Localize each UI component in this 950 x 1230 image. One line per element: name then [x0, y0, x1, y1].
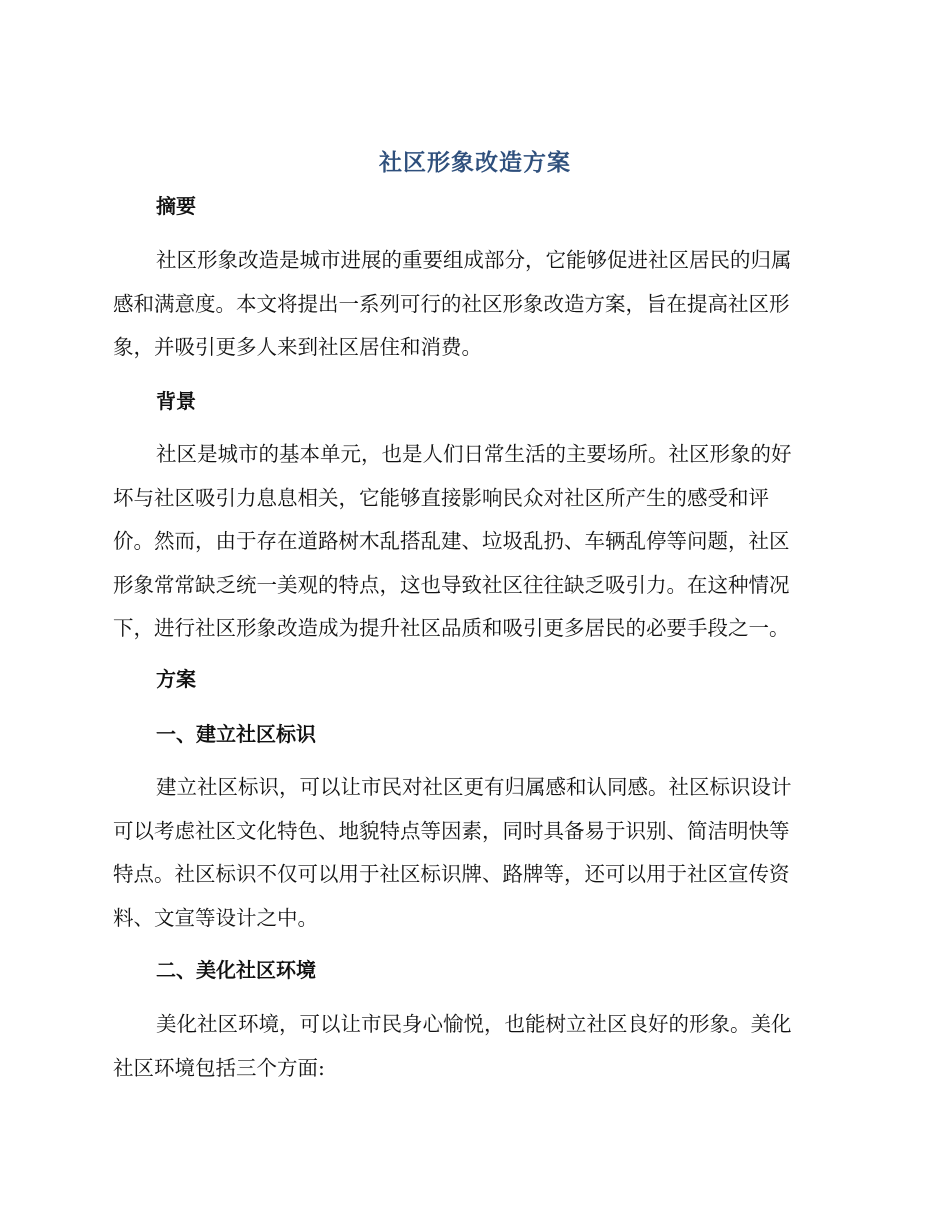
- section-paragraph-beautify-environment: [113, 1003, 833, 1090]
- paragraph-line: 料、文宣等设计之中。: [113, 905, 318, 930]
- section-paragraph-background: [113, 433, 833, 651]
- paragraph-line: 价。然而，由于存在道路树木乱搭乱建、垃圾乱扔、车辆乱停等问题，社区: [113, 529, 790, 553]
- paragraph-line: 社区是城市的基本单元，也是人们日常生活的主要场所。社区形象的好: [156, 442, 792, 466]
- section-heading-community-logo: 一、建立社区标识: [156, 722, 316, 746]
- section-heading-abstract: 摘要: [156, 194, 196, 218]
- paragraph-line: 感和满意度。本文将提出一系列可行的社区形象改造方案，旨在提高社区形: [113, 291, 790, 316]
- paragraph-line: 社区环境包括三个方面:: [113, 1055, 325, 1080]
- section-heading-background: 背景: [156, 389, 196, 413]
- section-heading-beautify-environment: 二、美化社区环境: [156, 958, 316, 982]
- paragraph-line: 形象常常缺乏统一美观的特点，这也导致社区往往缺乏吸引力。在这种情况: [113, 572, 790, 597]
- paragraph-line: 下，进行社区形象改造成为提升社区品质和吸引更多居民的必要手段之一。: [113, 616, 790, 640]
- paragraph-line: 特点。社区标识不仅可以用于社区标识牌、路牌等，还可以用于社区宣传资: [113, 862, 790, 886]
- paragraph-line: 象，并吸引更多人来到社区居住和消费。: [113, 335, 482, 359]
- paragraph-line: 美化社区环境，可以让市民身心愉悦，也能树立社区良好的形象。美化: [156, 1012, 792, 1036]
- paragraph-line: 建立社区标识，可以让市民对社区更有归属感和认同感。社区标识设计: [156, 775, 792, 799]
- section-paragraph-community-logo: [113, 766, 833, 940]
- paragraph-line: 社区形象改造是城市进展的重要组成部分，它能够促进社区居民的归属: [156, 248, 792, 272]
- paragraph-line: 可以考虑社区文化特色、地貌特点等因素，同时具备易于识别、简洁明快等: [113, 818, 790, 843]
- section-heading-plan: 方案: [156, 667, 196, 691]
- section-paragraph-abstract: [113, 239, 833, 370]
- paragraph-line: 坏与社区吸引力息息相关，它能够直接影响民众对社区所产生的感受和评: [113, 485, 769, 510]
- document-title: 社区形象改造方案: [379, 150, 571, 176]
